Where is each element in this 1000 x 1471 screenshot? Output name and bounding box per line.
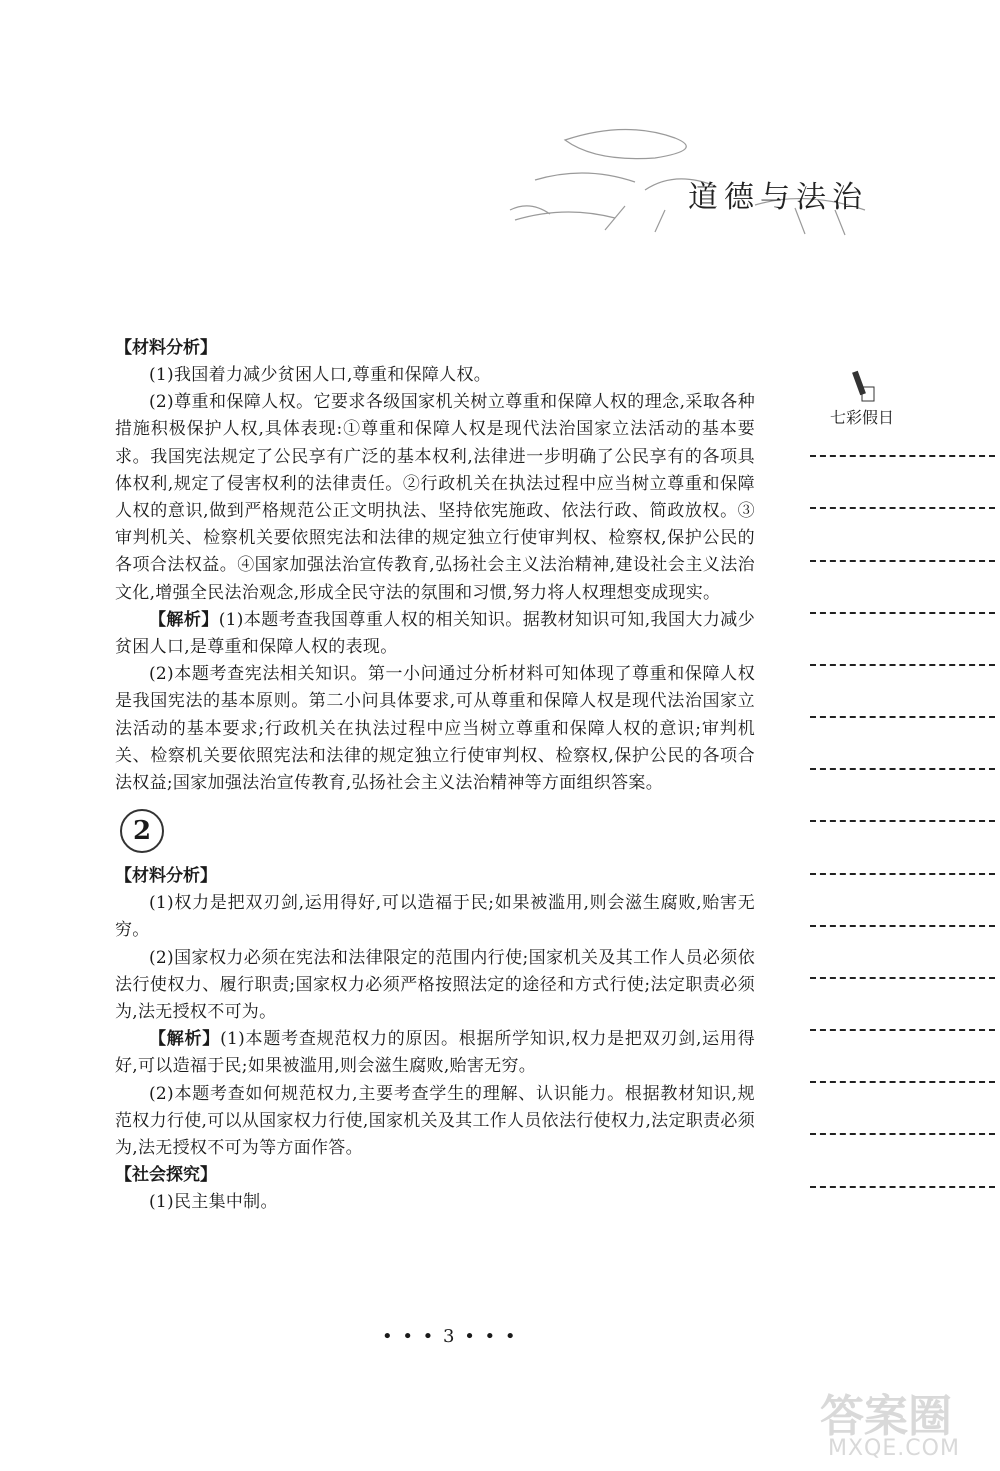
answer-paragraph: (2)尊重和保障人权。它要求各级国家机关树立尊重和保障人权的理念,采取各种措施积极保护人权,具体表现:①尊重和保障人权是现代法治国家立法活动的基本要求。我国宪法规定了公民享有广泛的基本权利,法律进一步明确了公民享有的各项具体权利,规定了侵害权利的法律责任。②行政机关在执法过程中应当树立尊重和保障人权的意识,做到严格规范公正文明执法、坚持依宪施政、依法行政、简政放权。③审判机关、检察机关要依照宪法和法律的规定独立行使审判权、检察权,保护公民的各项合法权益。④国家加强法治宣传教育,弘扬社会主义法治精神,建设社会主义法治文化,增强全民法治观念,形成全民守法的氛围和习惯,努力将人权理想变成现实。 xyxy=(115,392,755,603)
analysis-paragraph: (2)本题考查如何规范权力,主要考查学生的理解、认识能力。根据教材知识,规范权力行使,可以从国家权力行使,国家机关及其工作人员依法行使权力,法定职责必须为,法无授权不可为等方面作答。 xyxy=(115,1083,755,1159)
analysis-paragraph xyxy=(115,607,755,661)
analysis-text: (1)本题考查我国尊重人权的相关知识。据教材知识可知,我国大力减少贫困人口,是尊重和保障人权的表现。 xyxy=(115,609,755,658)
sidebar-label: 七彩假日 xyxy=(830,408,895,427)
watermark-url: MXQE.COM xyxy=(828,1436,960,1461)
analysis-paragraph: (2)本题考查宪法相关知识。第一小问通过分析材料可知体现了尊重和保障人权是我国宪法的基本原则。第二小问具体要求,可从尊重和保障人权是现代法治国家立法活动的基本要求;行政机关在执法过程中应当树立尊重和保障人权的意识;审判机关、检察机关要依照宪法和法律的规定独立行使审判权、检察权,保护公民的各项合法权益;国家加强法治宣传教育,弘扬社会主义法治精神等方面组织答案。 xyxy=(115,664,755,794)
answer-paragraph: (1)权力是把双刃剑,运用得好,可以造福于民;如果被滥用,则会滋生腐败,贻害无穷。 xyxy=(115,893,755,941)
note-line xyxy=(810,612,995,614)
answer-paragraph: (1)我国着力减少贫困人口,尊重和保障人权。 xyxy=(149,365,492,385)
answer-paragraph: (2)国家权力必须在宪法和法律限定的范围内行使;国家机关及其工作人员必须依法行使权力、履行职责;国家权力必须严格按照法定的途径和方式行使;法定职责必须为,法无授权不可为。 xyxy=(115,947,755,1023)
note-line xyxy=(810,560,995,562)
note-line xyxy=(810,664,995,666)
note-line xyxy=(810,873,995,875)
watermark-logo: 答案圈 xyxy=(820,1391,952,1442)
material-analysis-heading: 【材料分析】 xyxy=(115,338,217,358)
social-inquiry-heading: 【社会探究】 xyxy=(115,1165,217,1186)
analysis-text: (1)本题考查规范权力的原因。根据所学知识,权力是把双刃剑,运用得好,可以造福于民;如果被滥用,则会滋生腐败,贻害无穷。 xyxy=(115,1029,755,1077)
note-line xyxy=(810,1081,995,1083)
main-content xyxy=(115,335,755,1216)
note-line xyxy=(810,455,995,457)
analysis-paragraph xyxy=(115,1026,755,1080)
note-line xyxy=(810,820,995,822)
note-line xyxy=(810,507,995,509)
note-line xyxy=(810,977,995,979)
note-line xyxy=(810,1133,995,1135)
subject-title: 道德与法治 xyxy=(688,180,868,215)
note-line xyxy=(810,1029,995,1031)
question-number-badge: 2 xyxy=(120,809,164,853)
answer-paragraph: (1)民主集中制。 xyxy=(149,1192,278,1213)
material-analysis-heading: 【材料分析】 xyxy=(115,866,217,887)
page-number: • • • 3 • • • xyxy=(382,1326,518,1347)
note-line xyxy=(810,925,995,927)
analysis-tag: 【解析】 xyxy=(149,1029,221,1050)
note-line xyxy=(810,768,995,770)
note-line xyxy=(810,1186,995,1188)
analysis-tag: 【解析】 xyxy=(149,609,219,630)
note-line xyxy=(810,716,995,718)
pen-icon xyxy=(848,367,878,407)
